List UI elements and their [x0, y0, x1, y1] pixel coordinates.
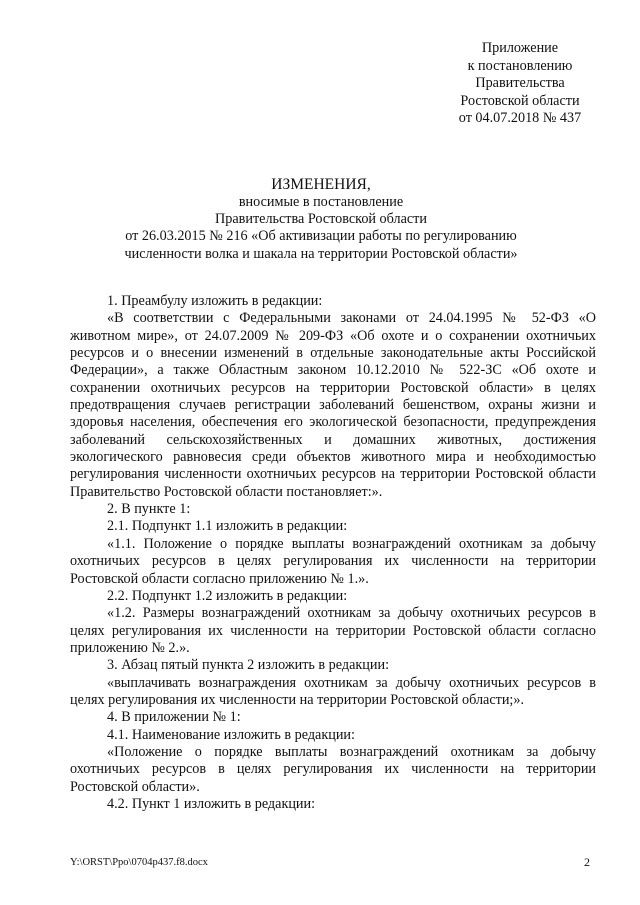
- document-body: [70, 293, 596, 813]
- body-paragraph: «1.2. Размеры вознаграждений охотникам за добычу охотничьих ресурсов в целях регулирования их численности на территории Ростовской области согласно приложению № 2.».: [70, 605, 596, 656]
- appendix-line: Правительства: [475, 75, 565, 92]
- heading-line: вносимые в постановление: [238, 194, 404, 210]
- body-paragraph: «выплачивать вознаграждения охотникам за добычу охотничьих ресурсов в целях регулирования их численности на территории Ростовской области;».: [70, 674, 596, 708]
- page-number: 2: [584, 855, 590, 869]
- appendix-block: [420, 40, 620, 128]
- body-paragraph: 2.1. Подпункт 1.1 изложить в редакции:: [107, 518, 348, 535]
- appendix-line: к постановлению: [467, 57, 573, 74]
- footer-file-path: Y:\ORST\Ppo\0704p437.f8.docx: [70, 857, 208, 868]
- body-paragraph: 4. В приложении № 1:: [107, 709, 241, 726]
- body-paragraph: 1. Преамбулу изложить в редакции:: [107, 293, 323, 309]
- appendix-line: Приложение: [481, 40, 559, 56]
- body-paragraph: 2. В пункте 1:: [107, 501, 191, 518]
- document-heading: [60, 175, 582, 263]
- body-paragraph: 4.1. Наименование изложить в редакции:: [107, 726, 355, 743]
- heading-line: Правительства Ростовской области: [215, 211, 427, 228]
- heading-line: численности волка и шакала на территории Ростовской области»: [124, 245, 518, 262]
- body-paragraph: 3. Абзац пятый пункта 2 изложить в редакции:: [107, 657, 390, 674]
- heading-line: от 26.03.2015 № 216 «Об активизации работы по регулированию: [125, 228, 517, 245]
- body-paragraph: 4.2. Пункт 1 изложить в редакции:: [107, 795, 316, 812]
- body-paragraph: «В соответствии с Федеральными законами от 24.04.1995 № 52-ФЗ «О животном мире», от 24.07.2009 № 209-ФЗ «Об охоте и о сохранении охотничьих ресурсов и о внесении изменений в отдельные законодательные акты Российской Федерации», а также Областным законом 10.12.2010 № 522-ЗС «Об охоте и сохранении охотничьих ресурсов на территории Ростовской области» в целях предотвращения случаев регистрации заболеваний бешенством, охраны жизни и здоровья населения, обеспечения его экологической безопасности, предупреждения заболеваний сельскохозяйственных и домашних животных, достижения экологического равновесия среди объектов животного мира и необходимостью регулирования численности охотничьих ресурсов на территории Ростовской области Правительство Ростовской области постановляет:».: [70, 310, 596, 500]
- body-paragraph: 2.2. Подпункт 1.2 изложить в редакции:: [107, 587, 348, 604]
- body-paragraph: «1.1. Положение о порядке выплаты вознаграждений охотникам за добычу охотничьих ресурсов в целях регулирования их численности на территории Ростовской области согласно приложению № 1.».: [70, 535, 596, 587]
- appendix-line: от 04.07.2018 № 437: [458, 110, 582, 127]
- body-paragraph: «Положение о порядке выплаты вознаграждений охотникам за добычу охотничьих ресурсов в целях регулирования их численности на территории Ростовской области».: [70, 743, 596, 795]
- heading-title: ИЗМЕНЕНИЯ,: [271, 176, 371, 193]
- appendix-line: Ростовской области: [460, 92, 580, 109]
